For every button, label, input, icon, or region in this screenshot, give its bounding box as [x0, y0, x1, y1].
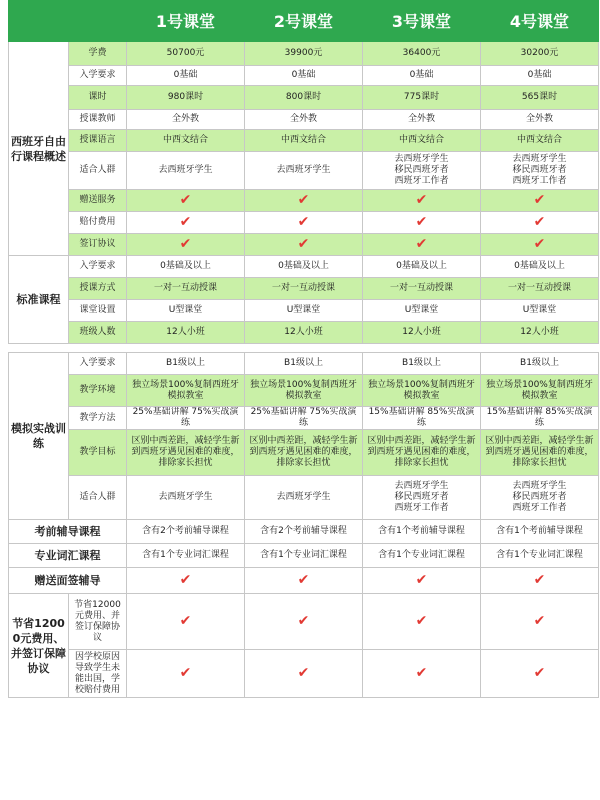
check-cell: [363, 190, 481, 212]
cell-value: 一对一互动授课: [127, 278, 245, 300]
check-cell: [127, 234, 245, 256]
row-label: 课堂设置: [69, 300, 127, 322]
cell-value: 区别中西差距，减轻学生新到西班牙遇见困难的难度， 排除家长担忧: [481, 430, 599, 476]
sec1-row: [9, 130, 599, 152]
cell-value: 15%基础讲解 85%实战演练: [481, 407, 599, 430]
cell-value: 全外教: [363, 110, 481, 130]
cell-value: 去西班牙学生 移民西班牙者 西班牙工作者: [363, 476, 481, 520]
check-cell: [245, 568, 363, 594]
row-label: 赔付费用: [69, 212, 127, 234]
cell-value: 0基础: [127, 66, 245, 86]
cell-value: 去西班牙学生: [245, 476, 363, 520]
cell-value: 25%基础讲解 75%实战演练: [245, 407, 363, 430]
sec1-row: [9, 86, 599, 110]
row-label: 适合人群: [69, 476, 127, 520]
cell-value: 区别中西差距，减轻学生新到西班牙遇见困难的难度， 排除家长担忧: [245, 430, 363, 476]
cell-value: 去西班牙学生 移民西班牙者 西班牙工作者: [481, 476, 599, 520]
vocab-title: 专业词汇课程: [9, 544, 127, 568]
cell-value: 含有1个专业词汇课程: [363, 544, 481, 568]
sec1-title: 西班牙自由行课程概述: [9, 42, 69, 256]
sec2-row: [9, 278, 599, 300]
save-row: [9, 594, 599, 650]
row-label: 授课教师: [69, 110, 127, 130]
cell-value: U型课堂: [363, 300, 481, 322]
cell-value: 36400元: [363, 42, 481, 66]
check-cell: [481, 568, 599, 594]
check-cell: [481, 190, 599, 212]
sec1-row: [9, 190, 599, 212]
check-cell: [245, 190, 363, 212]
check-cell: [127, 568, 245, 594]
checkmark-icon: ✔: [533, 572, 546, 588]
row-label: 节省12000元费用、并签订保障协议: [69, 594, 127, 650]
checkmark-icon: ✔: [415, 214, 428, 230]
sec2-title: 标准课程: [9, 256, 69, 344]
cell-value: 800课时: [245, 86, 363, 110]
cell-value: 独立场景100%复制西班牙模拟教室: [127, 375, 245, 407]
row-label: 授课方式: [69, 278, 127, 300]
sec1-row: [9, 110, 599, 130]
course-comparison-table: [8, 0, 599, 698]
cell-value: 含有2个考前辅导课程: [245, 520, 363, 544]
checkmark-icon: ✔: [297, 572, 310, 588]
check-cell: [481, 650, 599, 698]
row-label: 因学校原因导致学生未能出国，学校赔付费用: [69, 650, 127, 698]
class-2-header: 2号课堂: [245, 1, 363, 42]
cell-value: 含有1个专业词汇课程: [127, 544, 245, 568]
checkmark-icon: ✔: [415, 613, 428, 629]
cell-value: 区别中西差距，减轻学生新到西班牙遇见困难的难度， 排除家长担忧: [127, 430, 245, 476]
cell-value: 去西班牙学生 移民西班牙者 西班牙工作者: [363, 152, 481, 190]
checkmark-icon: ✔: [179, 665, 192, 681]
header-corner: [9, 1, 127, 42]
cell-value: U型课堂: [481, 300, 599, 322]
row-label: 入学要求: [69, 66, 127, 86]
cell-value: 中西文结合: [127, 130, 245, 152]
cell-value: 一对一互动授课: [363, 278, 481, 300]
check-cell: [481, 234, 599, 256]
row-label: 学费: [69, 42, 127, 66]
save-title: 节省12000元费用、并签订保障协议: [9, 594, 69, 698]
cell-value: 0基础及以上: [245, 256, 363, 278]
sec3-title: 模拟实战训练: [9, 353, 69, 520]
checkmark-icon: ✔: [179, 236, 192, 252]
sec1-row: [9, 42, 599, 66]
cell-value: U型课堂: [127, 300, 245, 322]
cell-value: 含有1个考前辅导课程: [481, 520, 599, 544]
cell-value: U型课堂: [245, 300, 363, 322]
checkmark-icon: ✔: [297, 214, 310, 230]
cell-value: 12人小班: [481, 322, 599, 344]
section-gap: [9, 344, 599, 353]
cell-value: 全外教: [127, 110, 245, 130]
checkmark-icon: ✔: [179, 214, 192, 230]
cell-value: 去西班牙学生 移民西班牙者 西班牙工作者: [481, 152, 599, 190]
check-cell: [245, 212, 363, 234]
check-cell: [245, 234, 363, 256]
checkmark-icon: ✔: [533, 214, 546, 230]
visa-row: [9, 568, 599, 594]
check-cell: [127, 594, 245, 650]
cell-value: 12人小班: [245, 322, 363, 344]
checkmark-icon: ✔: [533, 613, 546, 629]
vocab-row: [9, 544, 599, 568]
cell-value: 0基础: [363, 66, 481, 86]
sec1-row: [9, 152, 599, 190]
cell-value: 0基础: [245, 66, 363, 86]
cell-value: 980课时: [127, 86, 245, 110]
checkmark-icon: ✔: [297, 613, 310, 629]
check-cell: [127, 190, 245, 212]
check-cell: [363, 212, 481, 234]
check-cell: [363, 650, 481, 698]
cell-value: 全外教: [245, 110, 363, 130]
row-label: 授课语言: [69, 130, 127, 152]
checkmark-icon: ✔: [179, 613, 192, 629]
cell-value: 12人小班: [363, 322, 481, 344]
cell-value: 0基础: [481, 66, 599, 86]
checkmark-icon: ✔: [179, 572, 192, 588]
cell-value: B1级以上: [363, 353, 481, 375]
class-4-header: 4号课堂: [481, 1, 599, 42]
check-cell: [481, 594, 599, 650]
cell-value: 中西文结合: [363, 130, 481, 152]
cell-value: 0基础及以上: [363, 256, 481, 278]
header-row: [9, 1, 599, 42]
row-label: 适合人群: [69, 152, 127, 190]
checkmark-icon: ✔: [415, 236, 428, 252]
cell-value: 565课时: [481, 86, 599, 110]
sec3-row: [9, 430, 599, 476]
cell-value: 一对一互动授课: [481, 278, 599, 300]
check-cell: [363, 568, 481, 594]
cell-value: 含有2个考前辅导课程: [127, 520, 245, 544]
cell-value: 去西班牙学生: [127, 152, 245, 190]
checkmark-icon: ✔: [533, 236, 546, 252]
row-label: 教学目标: [69, 430, 127, 476]
sec2-row: [9, 322, 599, 344]
sec3-row: [9, 407, 599, 430]
cell-value: 独立场景100%复制西班牙模拟教室: [245, 375, 363, 407]
checkmark-icon: ✔: [415, 572, 428, 588]
cell-value: 全外教: [481, 110, 599, 130]
class-3-header: 3号课堂: [363, 1, 481, 42]
cell-value: 含有1个考前辅导课程: [363, 520, 481, 544]
cell-value: B1级以上: [481, 353, 599, 375]
check-cell: [127, 212, 245, 234]
checkmark-icon: ✔: [415, 192, 428, 208]
cell-value: 25%基础讲解 75%实战演练: [127, 407, 245, 430]
save-row: [9, 650, 599, 698]
cell-value: 含有1个专业词汇课程: [245, 544, 363, 568]
checkmark-icon: ✔: [415, 665, 428, 681]
checkmark-icon: ✔: [533, 665, 546, 681]
checkmark-icon: ✔: [297, 236, 310, 252]
cell-value: 去西班牙学生: [245, 152, 363, 190]
sec1-row: [9, 66, 599, 86]
cell-value: 去西班牙学生: [127, 476, 245, 520]
exam-title: 考前辅导课程: [9, 520, 127, 544]
row-label: 班级人数: [69, 322, 127, 344]
cell-value: 中西文结合: [481, 130, 599, 152]
cell-value: 12人小班: [127, 322, 245, 344]
sec1-row: [9, 212, 599, 234]
checkmark-icon: ✔: [297, 665, 310, 681]
sec2-row: [9, 300, 599, 322]
cell-value: B1级以上: [127, 353, 245, 375]
sec2-row: [9, 256, 599, 278]
sec1-row: [9, 234, 599, 256]
checkmark-icon: ✔: [533, 192, 546, 208]
cell-value: 15%基础讲解 85%实战演练: [363, 407, 481, 430]
cell-value: 含有1个专业词汇课程: [481, 544, 599, 568]
row-label: 教学方法: [69, 407, 127, 430]
cell-value: 0基础及以上: [127, 256, 245, 278]
row-label: 教学环境: [69, 375, 127, 407]
check-cell: [245, 594, 363, 650]
check-cell: [363, 594, 481, 650]
check-cell: [127, 650, 245, 698]
row-label: 课时: [69, 86, 127, 110]
exam-row: [9, 520, 599, 544]
cell-value: 39900元: [245, 42, 363, 66]
cell-value: 一对一互动授课: [245, 278, 363, 300]
cell-value: 50700元: [127, 42, 245, 66]
cell-value: 独立场景100%复制西班牙模拟教室: [363, 375, 481, 407]
check-cell: [481, 212, 599, 234]
cell-value: B1级以上: [245, 353, 363, 375]
row-label: 签订协议: [69, 234, 127, 256]
checkmark-icon: ✔: [179, 192, 192, 208]
sec3-row: [9, 375, 599, 407]
checkmark-icon: ✔: [297, 192, 310, 208]
cell-value: 独立场景100%复制西班牙模拟教室: [481, 375, 599, 407]
row-label: 入学要求: [69, 353, 127, 375]
cell-value: 775课时: [363, 86, 481, 110]
cell-value: 中西文结合: [245, 130, 363, 152]
class-1-header: 1号课堂: [127, 1, 245, 42]
sec3-row: [9, 476, 599, 520]
check-cell: [245, 650, 363, 698]
cell-value: 0基础及以上: [481, 256, 599, 278]
visa-title: 赠送面签辅导: [9, 568, 127, 594]
sec3-row: [9, 353, 599, 375]
cell-value: 30200元: [481, 42, 599, 66]
check-cell: [363, 234, 481, 256]
row-label: 赠送服务: [69, 190, 127, 212]
row-label: 入学要求: [69, 256, 127, 278]
cell-value: 区别中西差距，减轻学生新到西班牙遇见困难的难度， 排除家长担忧: [363, 430, 481, 476]
